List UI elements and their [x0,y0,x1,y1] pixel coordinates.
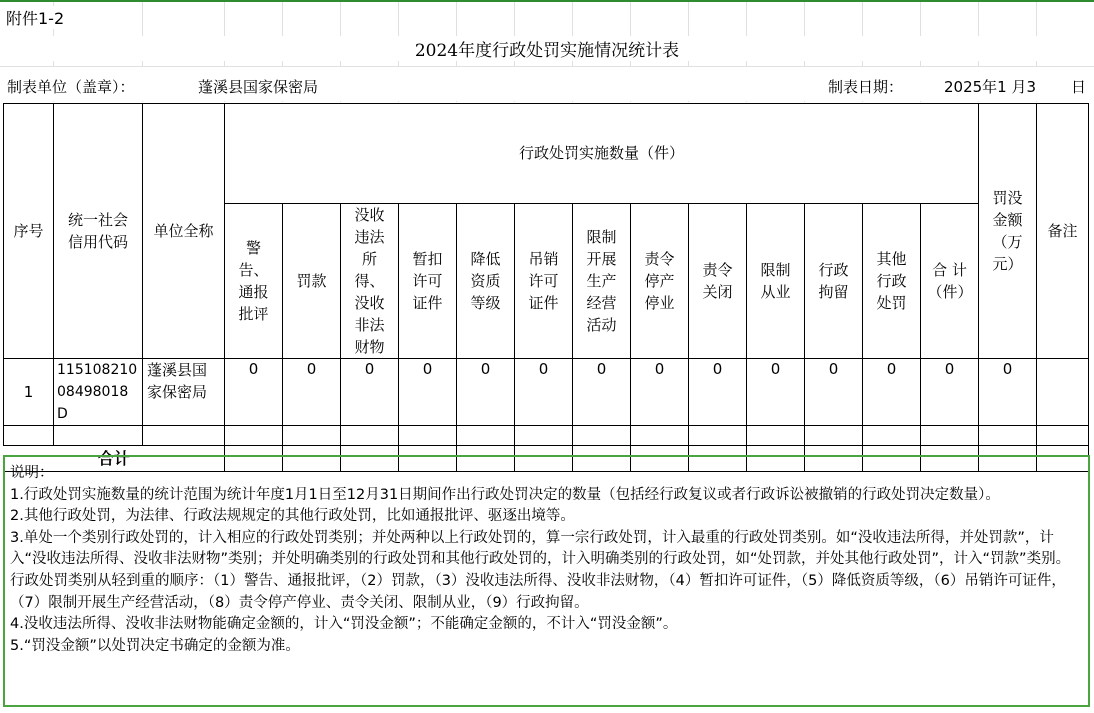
header-cat-close: 责令关闭 [689,204,747,359]
header-remark: 备注 [1037,104,1089,359]
row-count: 0 [515,359,573,426]
row-count: 0 [863,359,921,426]
header-cat-restrict-practice: 限制从业 [747,204,805,359]
row-unit-fullname: 蓬溪县国家保密局 [143,359,225,426]
attachment-label: 附件1-2 [6,6,68,29]
date-label: 制表日期： [828,78,904,96]
row-seq: 1 [4,359,54,426]
unit-label: 制表单位（盖章）： [7,78,135,96]
header-count-group: 行政处罚实施数量（件） [225,104,979,204]
row-count: 0 [341,359,399,426]
row-count: 0 [283,359,341,426]
row-count: 0 [399,359,457,426]
date-day: 日 [1071,78,1087,96]
date-value: 2025年1 月3 [944,78,1037,96]
header-cat-fine: 罚款 [283,204,341,359]
row-fine: 0 [979,359,1037,426]
header-fine-amount: 罚没金额（万元） [979,104,1037,359]
statistics-table [3,103,1089,472]
total-label: 合计 [4,446,225,472]
header-cat-total: 合 计（件） [921,204,979,359]
row-count: 0 [573,359,631,426]
header-cat-downgrade: 降低资质等级 [457,204,515,359]
table-row [4,359,1089,426]
row-count: 0 [805,359,863,426]
header-cat-other: 其他行政处罚 [863,204,921,359]
page-title: 2024年度行政处罚实施情况统计表 [0,36,1094,61]
empty-row [4,426,1089,446]
row-count: 0 [747,359,805,426]
row-count: 0 [225,359,283,426]
unit-name: 蓬溪县国家保密局 [198,78,319,96]
header-cat-detention: 行政拘留 [805,204,863,359]
note-item: 3.单处一个类别行政处罚的，计入相应的行政处罚类别；并处两种以上行政处罚的，算一宗行政处罚，计入最重的行政处罚类别。如“没收违法所得，并处罚款”，计入“没收违法所得、没收非法财物”类别；并处明确类别的行政处罚和其他行政处罚的，计入明确类别的行政处罚，如“处罚款，并处其他行政处罚”，计入“罚款”类别。行政处罚类别从轻到重的顺序：（1）警告、通报批评，（2）罚款，（3）没收违法所得、没收非法财物，（4）暂扣许可证件，（5）降低资质等级，（6）吊销许可证件，（7）限制开展生产经营活动，（8）责令停产停业、责令关闭、限制从业，（9）行政拘留。 [10,529,1071,611]
row-remark [1037,359,1089,426]
notes-box [3,455,1090,707]
header-cat-suspend-production: 责令停产停业 [631,204,689,359]
meta-row [0,66,1094,101]
row-count: 0 [457,359,515,426]
note-item: 2.其他行政处罚，为法律、行政法规规定的其他行政处罚，比如通报批评、驱逐出境等。 [10,508,575,525]
header-cat-warning: 警告、通报批评 [225,204,283,359]
header-cat-confiscation: 没收违法所得、没收非法财物 [341,204,399,359]
header-credit-code: 统一社会信用代码 [54,104,143,359]
header-cat-restrict-business: 限制开展生产经营活动 [573,204,631,359]
note-item: 4.没收违法所得、没收非法财物能确定金额的，计入“罚没金额”；不能确定金额的，不计入“罚没金额”。 [10,616,678,633]
note-item: 5.“罚没金额”以处罚决定书确定的金额为准。 [10,637,300,654]
row-count: 0 [689,359,747,426]
notes-heading: 说明： [10,465,54,481]
row-count: 0 [921,359,979,426]
header-cat-revoke-license: 吊销许可证件 [515,204,573,359]
header-seq: 序号 [4,104,54,359]
header-cat-suspend-license: 暂扣许可证件 [399,204,457,359]
row-count: 0 [631,359,689,426]
header-unit-fullname: 单位全称 [143,104,225,359]
row-credit-code: 11510821008498018D [54,359,143,426]
note-item: 1.行政处罚实施数量的统计范围为统计年度1月1日至12月31日期间作出行政处罚决定的数量（包括经行政复议或者行政诉讼被撤销的行政处罚决定数量）。 [10,486,1000,503]
